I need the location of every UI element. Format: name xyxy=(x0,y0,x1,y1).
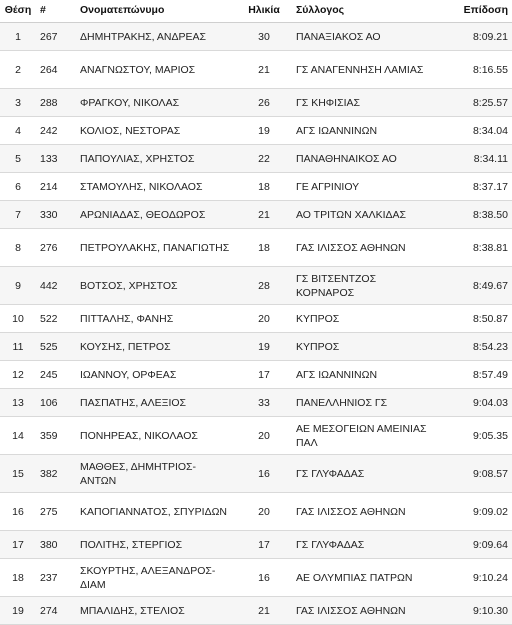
cell-name: ΑΝΑΓΝΩΣΤΟΥ, ΜΑΡΙΟΣ xyxy=(76,51,236,89)
cell-position: 12 xyxy=(0,361,36,389)
cell-position: 7 xyxy=(0,201,36,229)
cell-bib: 525 xyxy=(36,333,76,361)
cell-name: ΠΟΝΗΡΕΑΣ, ΝΙΚΟΛΑΟΣ xyxy=(76,417,236,455)
cell-bib: 274 xyxy=(36,597,76,625)
cell-name: ΒΟΤΣΟΣ, ΧΡΗΣΤΟΣ xyxy=(76,267,236,305)
table-row xyxy=(0,23,512,51)
cell-club: ΓΑΣ ΙΛΙΣΣΟΣ ΑΘΗΝΩΝ xyxy=(292,597,438,625)
header-name: Ονοματεπώνυμο xyxy=(76,0,236,23)
cell-position: 9 xyxy=(0,267,36,305)
cell-time: 8:09.21 xyxy=(438,23,512,51)
table-row xyxy=(0,455,512,493)
cell-club: ΚΥΠΡΟΣ xyxy=(292,305,438,333)
cell-time: 8:57.49 xyxy=(438,361,512,389)
cell-name: ΜΑΘΘΕΣ, ΔΗΜΗΤΡΙΟΣ-ΑΝΤΩΝ xyxy=(76,455,236,493)
header-bib: # xyxy=(36,0,76,23)
cell-name: ΙΩΑΝΝΟΥ, ΟΡΦΕΑΣ xyxy=(76,361,236,389)
table-row xyxy=(0,201,512,229)
cell-name: ΚΑΠΟΓΙΑΝΝΑΤΟΣ, ΣΠΥΡΙΔΩΝ xyxy=(76,493,236,531)
cell-name: ΠΕΤΡΟΥΛΑΚΗΣ, ΠΑΝΑΓΙΩΤΗΣ xyxy=(76,229,236,267)
cell-club: ΠΑΝΕΛΛΗΝΙΟΣ ΓΣ xyxy=(292,389,438,417)
cell-time: 9:09.02 xyxy=(438,493,512,531)
cell-bib: 330 xyxy=(36,201,76,229)
header-time: Επίδοση xyxy=(438,0,512,23)
cell-bib: 382 xyxy=(36,455,76,493)
cell-position: 17 xyxy=(0,531,36,559)
cell-position: 14 xyxy=(0,417,36,455)
cell-position: 8 xyxy=(0,229,36,267)
cell-age: 16 xyxy=(236,559,292,597)
cell-name: ΣΚΟΥΡΤΗΣ, ΑΛΕΞΑΝΔΡΟΣ-ΔΙΑΜ xyxy=(76,559,236,597)
cell-name: ΠΑΣΠΑΤΗΣ, ΑΛΕΞΙΟΣ xyxy=(76,389,236,417)
table-row xyxy=(0,531,512,559)
cell-age: 33 xyxy=(236,389,292,417)
cell-time: 9:08.57 xyxy=(438,455,512,493)
cell-position: 18 xyxy=(0,559,36,597)
header-position: Θέση xyxy=(0,0,36,23)
cell-bib: 264 xyxy=(36,51,76,89)
cell-bib: 359 xyxy=(36,417,76,455)
cell-name: ΦΡΑΓΚΟΥ, ΝΙΚΟΛΑΣ xyxy=(76,89,236,117)
table-row xyxy=(0,267,512,305)
cell-age: 17 xyxy=(236,361,292,389)
table-row xyxy=(0,559,512,597)
cell-age: 18 xyxy=(236,229,292,267)
cell-name: ΔΗΜΗΤΡΑΚΗΣ, ΑΝΔΡΕΑΣ xyxy=(76,23,236,51)
cell-name: ΜΠΑΛΙΔΗΣ, ΣΤΕΛΙΟΣ xyxy=(76,597,236,625)
cell-age: 19 xyxy=(236,117,292,145)
cell-time: 9:09.64 xyxy=(438,531,512,559)
cell-position: 13 xyxy=(0,389,36,417)
cell-bib: 276 xyxy=(36,229,76,267)
cell-club: ΑΓΣ ΙΩΑΝΝΙΝΩΝ xyxy=(292,361,438,389)
cell-time: 8:54.23 xyxy=(438,333,512,361)
cell-time: 8:38.81 xyxy=(438,229,512,267)
cell-name: ΚΟΥΣΗΣ, ΠΕΤΡΟΣ xyxy=(76,333,236,361)
cell-bib: 522 xyxy=(36,305,76,333)
cell-club: ΓΑΣ ΙΛΙΣΣΟΣ ΑΘΗΝΩΝ xyxy=(292,493,438,531)
cell-club: ΓΣ ΓΛΥΦΑΔΑΣ xyxy=(292,455,438,493)
table-row xyxy=(0,305,512,333)
cell-club: ΑΕ ΟΛΥΜΠΙΑΣ ΠΑΤΡΩΝ xyxy=(292,559,438,597)
cell-time: 8:34.04 xyxy=(438,117,512,145)
table-row xyxy=(0,333,512,361)
header-age: Ηλικία xyxy=(236,0,292,23)
table-row xyxy=(0,51,512,89)
cell-time: 8:25.57 xyxy=(438,89,512,117)
cell-age: 21 xyxy=(236,51,292,89)
cell-name: ΠΙΤΤΑΛΗΣ, ΦΑΝΗΣ xyxy=(76,305,236,333)
cell-club: ΑΕ ΜΕΣΟΓΕΙΩΝ ΑΜΕΙΝΙΑΣ ΠΑΛ xyxy=(292,417,438,455)
cell-name: ΠΑΠΟΥΛΙΑΣ, ΧΡΗΣΤΟΣ xyxy=(76,145,236,173)
cell-time: 9:04.03 xyxy=(438,389,512,417)
cell-position: 19 xyxy=(0,597,36,625)
cell-name: ΠΟΛΙΤΗΣ, ΣΤΕΡΓΙΟΣ xyxy=(76,531,236,559)
cell-position: 6 xyxy=(0,173,36,201)
cell-age: 19 xyxy=(236,333,292,361)
cell-bib: 442 xyxy=(36,267,76,305)
table-row xyxy=(0,173,512,201)
cell-club: ΠΑΝΑΞΙΑΚΟΣ ΑΟ xyxy=(292,23,438,51)
table-row xyxy=(0,389,512,417)
cell-age: 28 xyxy=(236,267,292,305)
cell-age: 20 xyxy=(236,493,292,531)
cell-club: ΑΟ ΤΡΙΤΩΝ ΧΑΛΚΙΔΑΣ xyxy=(292,201,438,229)
cell-position: 5 xyxy=(0,145,36,173)
cell-club: ΓΣ ΒΙΤΣΕΝΤΖΟΣ ΚΟΡΝΑΡΟΣ xyxy=(292,267,438,305)
cell-time: 8:34.11 xyxy=(438,145,512,173)
cell-age: 21 xyxy=(236,201,292,229)
table-row xyxy=(0,493,512,531)
cell-name: ΚΟΛΙΟΣ, ΝΕΣΤΟΡΑΣ xyxy=(76,117,236,145)
cell-position: 11 xyxy=(0,333,36,361)
cell-time: 8:37.17 xyxy=(438,173,512,201)
cell-age: 22 xyxy=(236,145,292,173)
cell-club: ΚΥΠΡΟΣ xyxy=(292,333,438,361)
cell-club: ΓΕ ΑΓΡΙΝΙΟΥ xyxy=(292,173,438,201)
cell-bib: 242 xyxy=(36,117,76,145)
cell-bib: 133 xyxy=(36,145,76,173)
cell-bib: 237 xyxy=(36,559,76,597)
table-row xyxy=(0,597,512,625)
cell-position: 3 xyxy=(0,89,36,117)
table-row xyxy=(0,361,512,389)
cell-club: ΠΑΝΑΘΗΝΑΙΚΟΣ ΑΟ xyxy=(292,145,438,173)
cell-bib: 275 xyxy=(36,493,76,531)
cell-age: 21 xyxy=(236,597,292,625)
cell-age: 17 xyxy=(236,531,292,559)
cell-age: 18 xyxy=(236,173,292,201)
cell-position: 10 xyxy=(0,305,36,333)
cell-time: 9:10.24 xyxy=(438,559,512,597)
table-row xyxy=(0,229,512,267)
cell-position: 1 xyxy=(0,23,36,51)
cell-club: ΓΣ ΑΝΑΓΕΝΝΗΣΗ ΛΑΜΙΑΣ xyxy=(292,51,438,89)
cell-time: 8:50.87 xyxy=(438,305,512,333)
cell-bib: 380 xyxy=(36,531,76,559)
table-row xyxy=(0,145,512,173)
cell-age: 30 xyxy=(236,23,292,51)
cell-time: 8:16.55 xyxy=(438,51,512,89)
cell-bib: 267 xyxy=(36,23,76,51)
cell-position: 4 xyxy=(0,117,36,145)
cell-bib: 106 xyxy=(36,389,76,417)
cell-time: 8:49.67 xyxy=(438,267,512,305)
cell-bib: 214 xyxy=(36,173,76,201)
table-row xyxy=(0,117,512,145)
table-row xyxy=(0,417,512,455)
header-club: Σύλλογος xyxy=(292,0,438,23)
header-row xyxy=(0,0,512,23)
cell-age: 20 xyxy=(236,417,292,455)
cell-time: 9:05.35 xyxy=(438,417,512,455)
cell-age: 16 xyxy=(236,455,292,493)
cell-club: ΓΣ ΚΗΦΙΣΙΑΣ xyxy=(292,89,438,117)
cell-bib: 245 xyxy=(36,361,76,389)
table-row xyxy=(0,89,512,117)
cell-position: 15 xyxy=(0,455,36,493)
cell-position: 2 xyxy=(0,51,36,89)
cell-club: ΓΑΣ ΙΛΙΣΣΟΣ ΑΘΗΝΩΝ xyxy=(292,229,438,267)
cell-bib: 288 xyxy=(36,89,76,117)
cell-name: ΣΤΑΜΟΥΛΗΣ, ΝΙΚΟΛΑΟΣ xyxy=(76,173,236,201)
cell-name: ΑΡΩΝΙΑΔΑΣ, ΘΕΟΔΩΡΟΣ xyxy=(76,201,236,229)
cell-time: 9:10.30 xyxy=(438,597,512,625)
cell-age: 20 xyxy=(236,305,292,333)
cell-age: 26 xyxy=(236,89,292,117)
cell-time: 8:38.50 xyxy=(438,201,512,229)
cell-club: ΑΓΣ ΙΩΑΝΝΙΝΩΝ xyxy=(292,117,438,145)
cell-position: 16 xyxy=(0,493,36,531)
cell-club: ΓΣ ΓΛΥΦΑΔΑΣ xyxy=(292,531,438,559)
